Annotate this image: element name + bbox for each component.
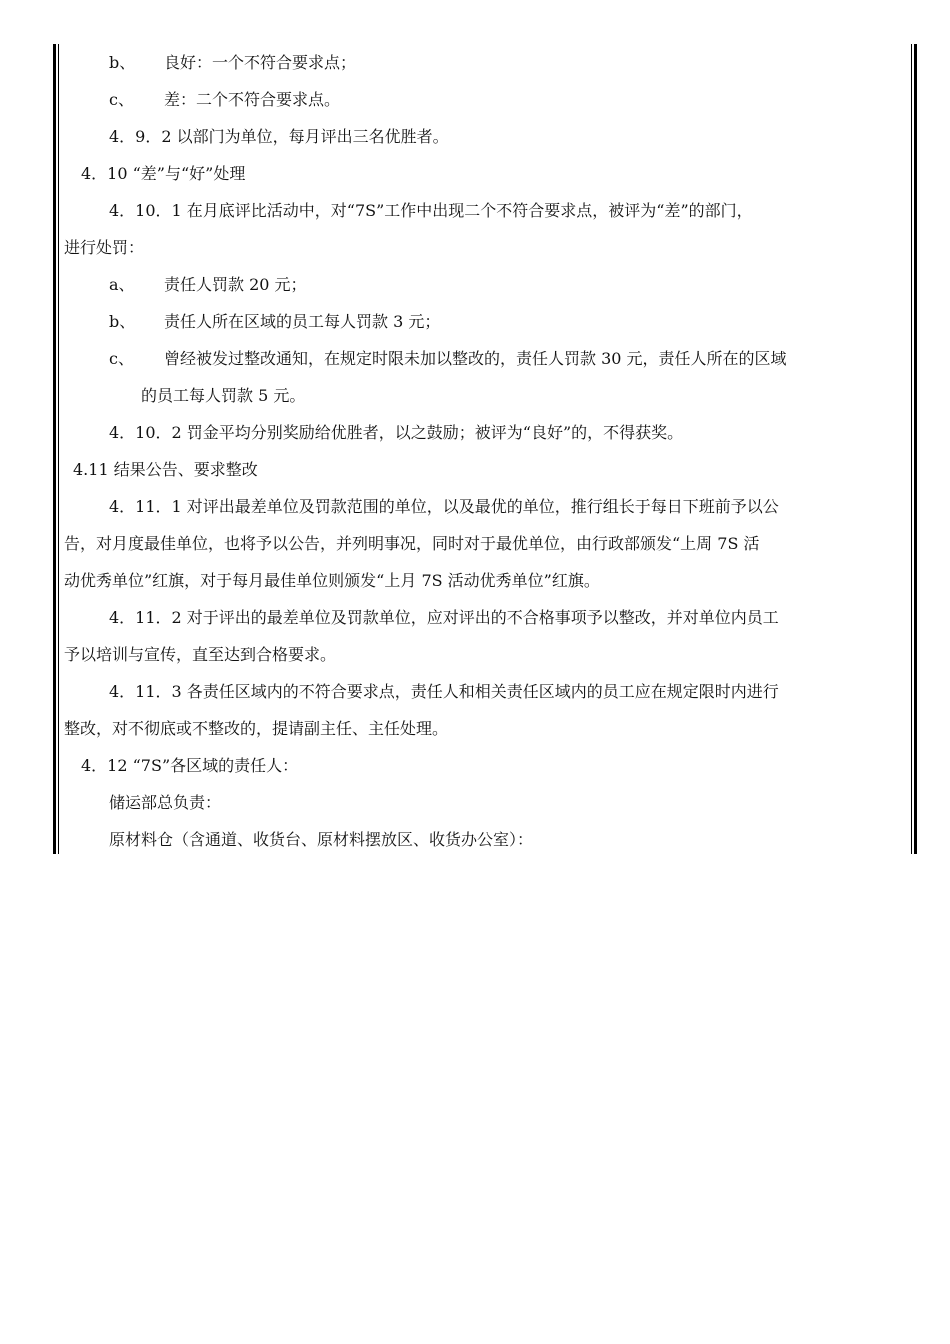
penalty-item	[64, 266, 910, 303]
clause-4-11-1-line1: 4．11．1 对评出最差单位及罚款范围的单位，以及最优的单位，推行组长于每日下班前予以公	[109, 497, 779, 516]
clause-4-10-2: 4．10．2 罚金平均分别奖励给优胜者，以之鼓励；被评为“良好”的，不得获奖。	[109, 423, 684, 442]
clause-4-11-2-line1: 4．11．2 对于评出的最差单位及罚款单位，应对评出的不合格事项予以整改，并对单位内员工	[109, 608, 779, 627]
clause-4-11-3-line2: 整改，对不彻底或不整改的，提请副主任、主任处理。	[64, 719, 449, 738]
clause-4-10-1-line1: 4．10．1 在月底评比活动中，对“7S”工作中出现二个不符合要求点，被评为“差”的部门，	[109, 201, 753, 220]
raw-material-label: 原材料仓（含通道、收货台、原材料摆放区、收货办公室）：	[109, 830, 534, 849]
clause-4-10-1-line2: 进行处罚：	[64, 238, 145, 257]
item-text: 责任人所在区域的员工每人罚款 3 元；	[164, 312, 441, 331]
left-border-rule	[53, 44, 56, 854]
item-marker: c、	[109, 349, 134, 368]
item-marker: a、	[109, 275, 135, 294]
item-text: 曾经被发过整改通知，在规定时限未加以整改的，责任人罚款 30 元，责任人所在的区域	[164, 349, 787, 368]
item-text: 良好：一个不符合要求点；	[164, 53, 357, 72]
list-item	[64, 44, 910, 81]
item-text: 责任人罚款 20 元；	[164, 275, 307, 294]
section-4-11-heading: 4.11 结果公告、要求整改	[73, 460, 258, 479]
document-body	[64, 44, 910, 858]
item-marker: c、	[109, 90, 134, 109]
clause-4-11-1-line2: 告，对月度最佳单位，也将予以公告，并列明事况，同时对于最优单位，由行政部颁发“上周 7S 活	[64, 534, 760, 553]
clause-4-11-1-line3: 动优秀单位”红旗，对于每月最佳单位则颁发“上月 7S 活动优秀单位”红旗。	[64, 571, 600, 590]
item-marker: b、	[109, 53, 136, 72]
penalty-item-continuation: 的员工每人罚款 5 元。	[141, 386, 306, 405]
storage-dept-label: 储运部总负责：	[109, 793, 222, 812]
section-4-10-heading: 4．10 “差”与“好”处理	[81, 164, 246, 183]
clause-4-9-2: 4．9．2 以部门为单位，每月评出三名优胜者。	[109, 127, 449, 146]
section-4-12-heading: 4．12 “7S”各区域的责任人：	[81, 756, 299, 775]
clause-4-11-3-line1: 4．11．3 各责任区域内的不符合要求点，责任人和相关责任区域内的员工应在规定限时内进行	[109, 682, 779, 701]
item-marker: b、	[109, 312, 136, 331]
right-border-rule	[914, 44, 917, 854]
item-text: 差：二个不符合要求点。	[164, 90, 341, 109]
clause-4-11-2-line2: 予以培训与宣传，直至达到合格要求。	[64, 645, 337, 664]
penalty-item	[64, 303, 910, 340]
penalty-item	[64, 340, 910, 377]
list-item	[64, 81, 910, 118]
